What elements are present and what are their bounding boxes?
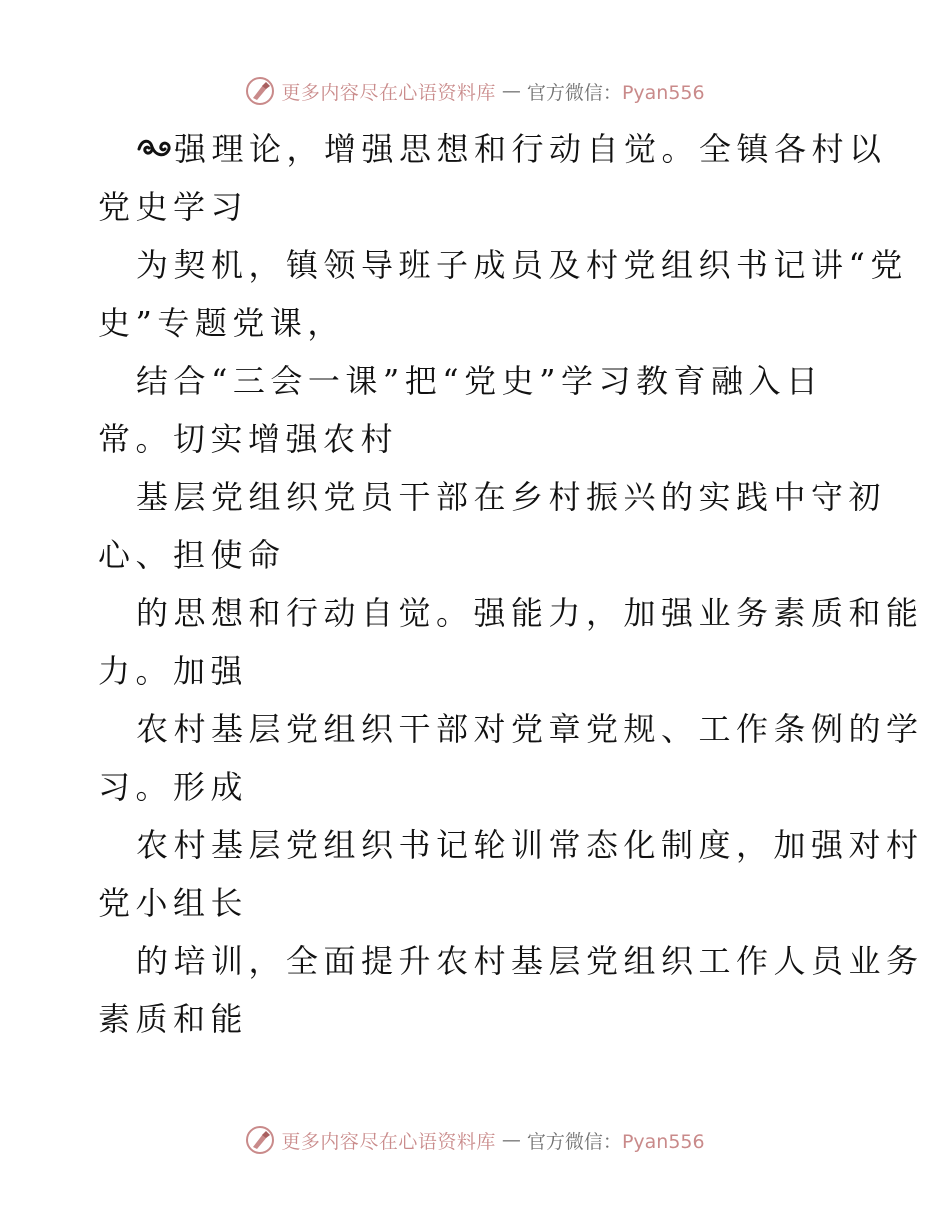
paragraph-line: 的思想和行动自觉。强能力，加强业务素质和能 [136, 594, 924, 632]
paragraph-line: 史”专题党课， [98, 304, 345, 342]
watermark-separator: — [501, 1129, 521, 1151]
paragraph [98, 932, 924, 1048]
paragraph-line: 常。切实增强农村 [98, 420, 399, 458]
paragraph-line: 为契机，镇领导班子成员及村党组织书记讲“党 [136, 246, 908, 284]
footer-watermark [0, 1120, 950, 1160]
watermark-text: 更多内容尽在心语资料库 [281, 1130, 496, 1153]
paragraph [98, 236, 908, 352]
paragraph-line: 心、担使命 [98, 536, 286, 574]
paragraph-line [98, 120, 887, 178]
paragraph-line: 农村基层党组织书记轮训常态化制度，加强对村 [136, 826, 924, 864]
pen-nib-logo-icon [245, 76, 275, 106]
document-body [98, 120, 924, 1048]
paragraph-line: 党小组长 [98, 884, 249, 922]
paragraph [98, 700, 924, 816]
watermark-contact [527, 1127, 705, 1154]
paragraph-line: 基层党组织党员干部在乡村振兴的实践中守初 [136, 478, 887, 516]
paragraph-line-text: 强理论，增强思想和行动自觉。全镇各村以 [174, 130, 887, 168]
paragraph-line: 党史学习 [98, 188, 249, 226]
paragraph-line: 农村基层党组织干部对党章党规、工作条例的学 [136, 710, 924, 748]
paragraph [98, 584, 924, 700]
watermark-separator: — [501, 80, 521, 102]
ornament-bullet-icon [136, 135, 172, 163]
paragraph [98, 816, 924, 932]
watermark-contact-id: Pyan556 [621, 1130, 705, 1153]
paragraph-line: 结合“三会一课”把“党史”学习教育融入日 [136, 362, 824, 400]
pen-nib-logo-icon [245, 1125, 275, 1155]
header-watermark [0, 71, 950, 111]
paragraph-line: 习。形成 [98, 768, 249, 806]
watermark-contact-id: Pyan556 [621, 81, 705, 104]
paragraph-line: 的培训，全面提升农村基层党组织工作人员业务 [136, 942, 924, 980]
paragraph-line: 素质和能 [98, 1000, 249, 1038]
paragraph [98, 468, 887, 584]
paragraph [98, 120, 887, 236]
watermark-contact [527, 78, 705, 105]
watermark-contact-label: 官方微信： [526, 81, 622, 104]
paragraph [98, 352, 858, 468]
watermark-contact-label: 官方微信： [526, 1130, 622, 1153]
watermark-text: 更多内容尽在心语资料库 [281, 81, 496, 104]
paragraph-line: 力。加强 [98, 652, 249, 690]
